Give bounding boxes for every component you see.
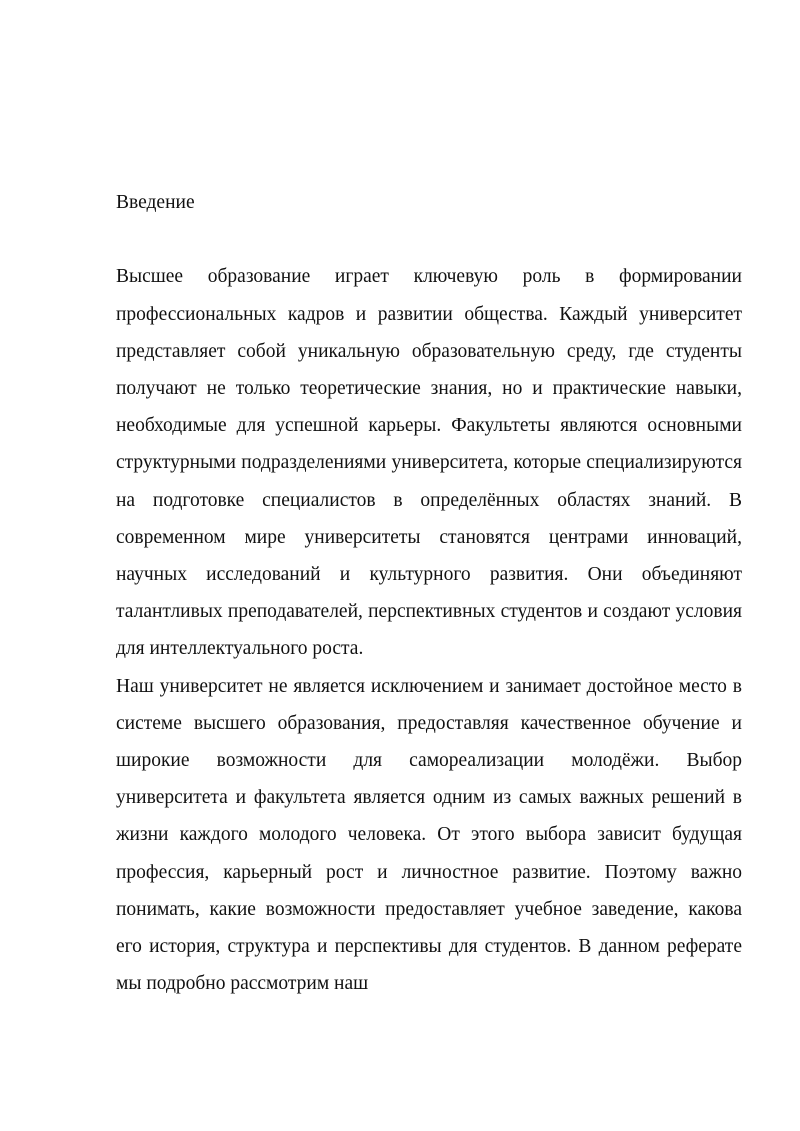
document-body [116,184,742,1002]
blank-line [116,221,742,258]
section-heading: Введение [116,192,195,213]
paragraph-intro: Высшее образование играет ключевую роль в формировании профессиональных кадров и развитии общества. Каждый университет представляет собой уникальную образовательную среду, где студенты получают не только теоретические знания, но и практические навыки, необходимые для успешной карьеры. Факультеты являются основными структурными подразделениями университета, которые специализируются на подготовке специалистов в определённых областях знаний. В современном мире университеты становятся центрами инноваций, научных исследований и культурного развития. Они объединяют талантливых преподавателей, перспективных студентов и создают условия для интеллектуального роста. [116,266,742,660]
paragraph-university: Наш университет не является исключением и занимает достойное место в системе высшего образования, предоставляя качественное обучение и широкие возможности для самореализации молодёжи. Выбор университета и факультета является одним из самых важных решений в жизни каждого молодого человека. От этого выбора зависит будущая профессия, карьерный рост и личностное развитие. Поэтому важно понимать, какие возможности предоставляет учебное заведение, какова его история, структура и перспективы для студентов. В данном реферате мы подробно рассмотрим наш [116,675,742,995]
